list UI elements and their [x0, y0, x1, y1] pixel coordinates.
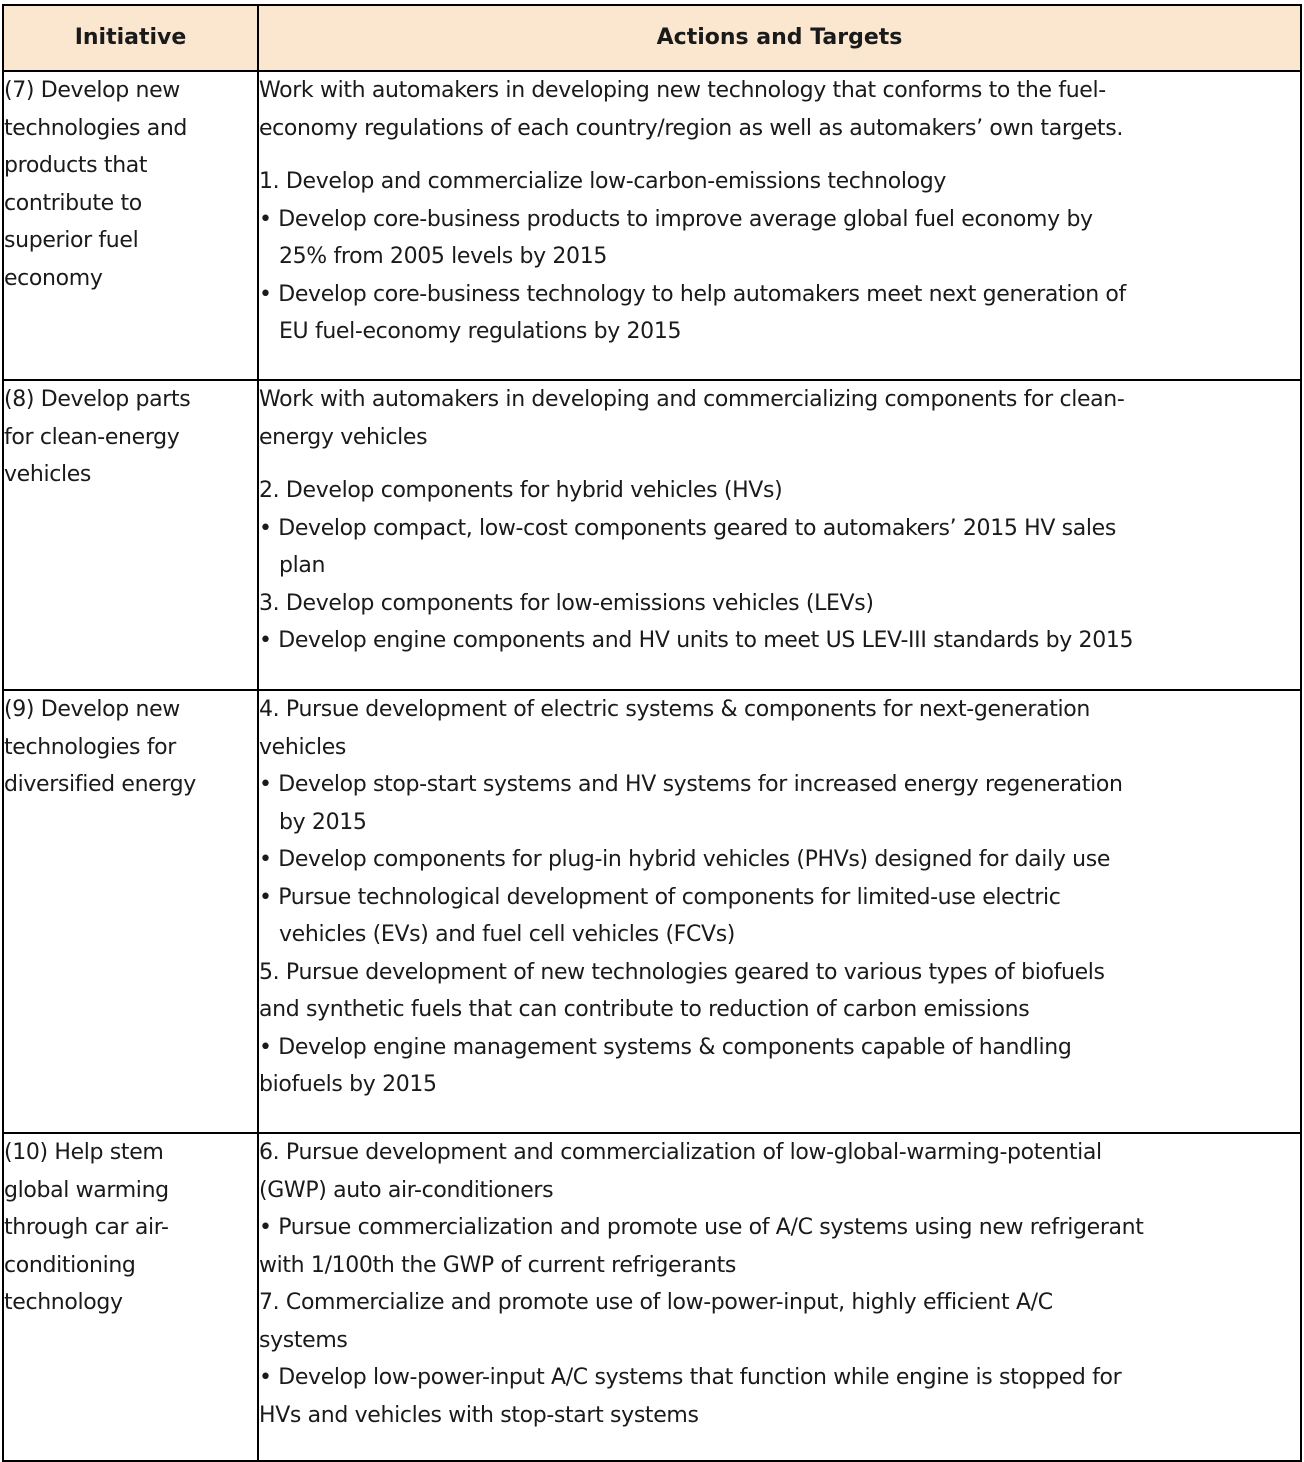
bullet-line: • Develop compact, low-cost components geared to automakers’ 2015 HV sales: [259, 515, 1116, 541]
action-line: systems: [259, 1327, 348, 1353]
table-row: [3, 71, 1301, 380]
initiative-line: economy: [4, 265, 103, 291]
bullet-line: EU fuel-economy regulations by 2015: [279, 319, 682, 344]
table-row: [3, 690, 1301, 1133]
header-row: [3, 5, 1301, 71]
actions-intro: [259, 381, 1300, 456]
table-row: [3, 1133, 1301, 1461]
actions-cell: [258, 380, 1301, 690]
bullet-line: • Develop stop-start systems and HV systems for increased energy regeneration: [259, 772, 1123, 797]
action-line: • Develop low-power-input A/C systems that function while engine is stopped for: [259, 1365, 1122, 1390]
action-line: and synthetic fuels that can contribute to reduction of carbon emissions: [259, 997, 1030, 1022]
initiative-line: (7) Develop new: [4, 78, 180, 103]
intro-line: energy vehicles: [259, 424, 428, 450]
action-line: • Pursue commercialization and promote use of A/C systems using new refrigerant: [259, 1215, 1144, 1240]
action-line: 7. Commercialize and promote use of low-power-input, highly efficient A/C: [259, 1290, 1053, 1315]
initiative-line: through car air-: [4, 1215, 169, 1240]
action-line: 5. Pursue development of new technologies geared to various types of biofuels: [259, 959, 1105, 985]
initiatives-table: [2, 4, 1302, 1462]
action-line: with 1/100th the GWP of current refrigerants: [259, 1252, 737, 1278]
initiative-cell: [3, 690, 258, 1133]
actions-cell: [258, 1133, 1301, 1461]
initiative-line: contribute to: [4, 190, 142, 216]
actions-intro: [259, 72, 1300, 147]
initiative-line: technologies for: [4, 734, 176, 760]
initiative-line: products that: [4, 153, 148, 178]
initiative-line: (10) Help stem: [4, 1140, 164, 1165]
bullet-line: • Develop core-business technology to help automakers meet next generation of: [259, 281, 1126, 307]
initiative-line: technology: [4, 1290, 123, 1315]
header-actions-targets: Actions and Targets: [258, 5, 1301, 71]
table-body: [3, 71, 1301, 1461]
action-line: 2. Develop components for hybrid vehicles (HVs): [259, 478, 783, 503]
initiative-cell: [3, 380, 258, 690]
bullet-line: • Develop components for plug-in hybrid vehicles (PHVs) designed for daily use: [259, 847, 1111, 872]
initiative-line: global warming: [4, 1177, 169, 1203]
bullet-line: vehicles (EVs) and fuel cell vehicles (FCVs): [279, 922, 736, 947]
action-line: 4. Pursue development of electric systems & components for next-generation: [259, 697, 1090, 722]
initiative-cell: [3, 1133, 258, 1461]
actions-cell: [258, 71, 1301, 380]
initiative-line: (8) Develop parts: [4, 387, 191, 412]
action-line: vehicles: [259, 734, 347, 760]
intro-line: economy regulations of each country/region as well as automakers’ own targets.: [259, 115, 1123, 141]
action-line: HVs and vehicles with stop-start systems: [259, 1402, 699, 1428]
actions-cell: [258, 690, 1301, 1133]
action-line: biofuels by 2015: [259, 1072, 437, 1097]
action-line: 6. Pursue development and commercialization of low-global-warming-potential: [259, 1140, 1102, 1165]
initiative-line: technologies and: [4, 115, 188, 141]
action-line: (GWP) auto air-conditioners: [259, 1177, 554, 1203]
bullet-line: • Pursue technological development of components for limited-use electric: [259, 884, 1061, 910]
initiative-line: superior fuel: [4, 228, 139, 253]
initiative-line: for clean-energy: [4, 424, 180, 450]
intro-line: Work with automakers in developing and commercializing components for clean-: [259, 387, 1125, 412]
header-initiative: Initiative: [3, 5, 258, 71]
bullet-line: plan: [279, 553, 326, 578]
initiative-line: diversified energy: [4, 772, 196, 797]
intro-line: Work with automakers in developing new technology that conforms to the fuel-: [259, 78, 1106, 103]
bullet-line: 25% from 2005 levels by 2015: [279, 244, 607, 269]
initiative-line: (9) Develop new: [4, 697, 180, 722]
bullet-line: • Develop engine components and HV units to meet US LEV-III standards by 2015: [259, 628, 1134, 653]
bullet-line: by 2015: [279, 809, 367, 835]
bullet-line: • Develop core-business products to improve average global fuel economy by: [259, 206, 1093, 232]
initiative-line: vehicles: [4, 462, 92, 487]
table-row: [3, 380, 1301, 690]
initiative-line: conditioning: [4, 1252, 136, 1278]
initiative-cell: [3, 71, 258, 380]
action-line: • Develop engine management systems & components capable of handling: [259, 1034, 1072, 1060]
action-line: 3. Develop components for low-emissions vehicles (LEVs): [259, 590, 874, 616]
action-line: 1. Develop and commercialize low-carbon-emissions technology: [259, 169, 946, 194]
